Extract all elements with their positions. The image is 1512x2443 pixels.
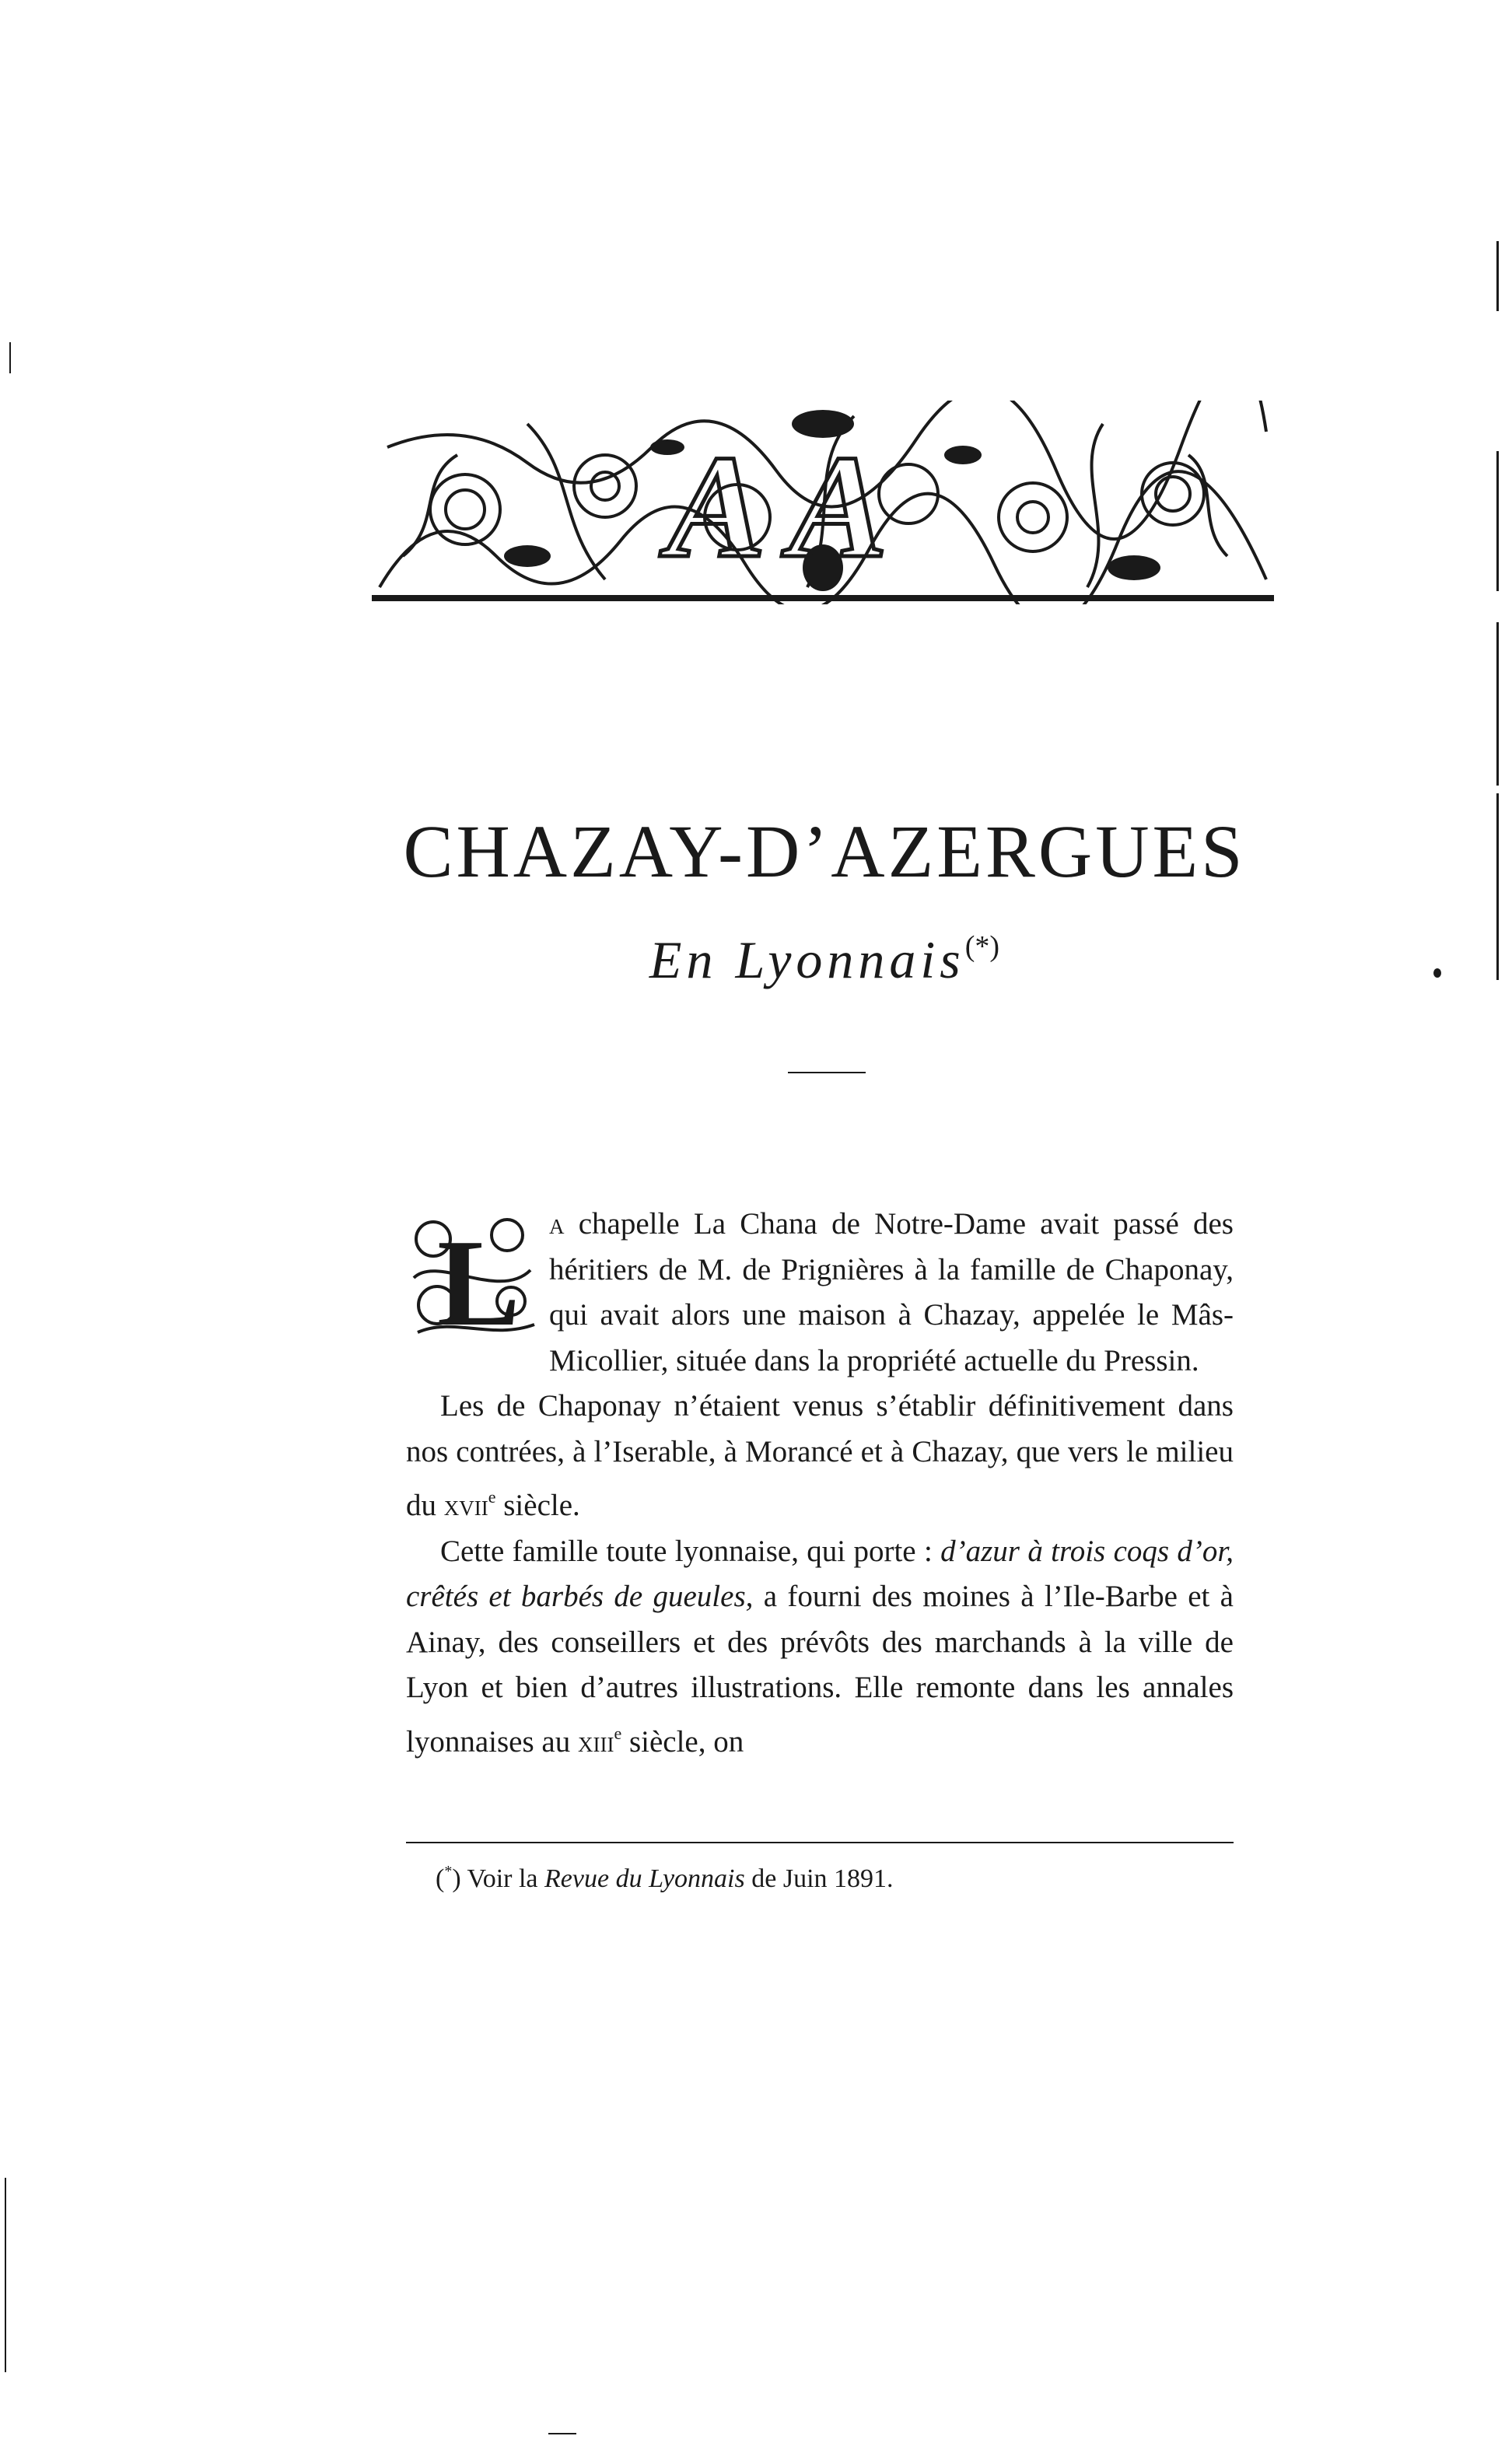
paragraph-3-blazon: d’azur à trois coqs d’or, crêtés et barbés de gueules,: [406, 1534, 1234, 1613]
paragraph-3: [406, 1529, 1234, 1766]
drop-cap-illustration: [406, 1208, 538, 1340]
margin-scan-mark: [1496, 622, 1499, 786]
paragraph-1-opening: a: [549, 1207, 565, 1241]
drop-cap-letter: L: [437, 1213, 520, 1340]
footnote: (*) Voir la Revue du Lyonnais de Juin 1891.: [436, 1863, 894, 1893]
paragraph-3-end: siècle, on: [621, 1724, 744, 1759]
margin-scan-mark: [1496, 793, 1499, 980]
paragraph-2: [406, 1384, 1234, 1529]
paragraph-3-century-sup: e: [614, 1723, 622, 1743]
footnote-rule: [406, 1842, 1234, 1843]
title-divider: [788, 1072, 866, 1073]
page-title: CHAZAY-D’AZERGUES: [403, 810, 1246, 894]
subtitle: [389, 929, 1260, 991]
body-text: [406, 1202, 1234, 1765]
drop-cap: [406, 1208, 538, 1340]
subtitle-note-mark: (*): [964, 930, 1000, 963]
paragraph-2-century: xvii: [443, 1489, 488, 1522]
headpiece-letters: A A: [667, 425, 888, 589]
headpiece-illustration: [372, 401, 1274, 604]
paragraph-2-end: siècle.: [495, 1489, 580, 1522]
margin-scan-mark: [5, 2178, 6, 2372]
footnote-date: de Juin 1891.: [744, 1864, 894, 1893]
ornamental-headpiece: [372, 401, 1274, 604]
paragraph-3-middle: a fourni des moines à l’Ile-Barbe et à Ainay, des conseillers et des prévôts des marchands à la ville de Lyon et bien d’autres illustrations. Elle remonte dans les annales lyonnaises au: [406, 1580, 1234, 1759]
paragraph-2-century-sup: e: [488, 1487, 496, 1507]
footnote-source: Revue du Lyonnais: [544, 1864, 745, 1893]
footnote-text: Voir la: [460, 1864, 545, 1893]
paragraph-3-text: Cette famille toute lyonnaise, qui porte :: [440, 1534, 941, 1568]
paragraph-2-text: Les de Chaponay n’étaient venus s’établir définitivement dans nos contrées, à l’Iserable, à Morancé et à Chazay, que vers le milieu du: [406, 1389, 1234, 1522]
margin-scan-mark: [9, 342, 11, 373]
footnote-mark: *: [444, 1863, 453, 1880]
bottom-scan-mark: [548, 2433, 576, 2434]
paragraph-3-century: xiii: [577, 1724, 614, 1759]
margin-scan-mark: [1496, 241, 1499, 311]
subtitle-text: En Lyonnais: [649, 930, 965, 989]
stray-ink-dot: [1433, 968, 1441, 978]
margin-scan-mark: [1496, 451, 1499, 591]
paragraph-1-text: chapelle La Chana de Notre-Dame avait passé des héritiers de M. de Prignières à la famille de Chaponay, qui avait alors une maison à Chazay, appelée le Mâs-Micollier, située dans la propriété actuelle du Pressin.: [549, 1207, 1234, 1377]
